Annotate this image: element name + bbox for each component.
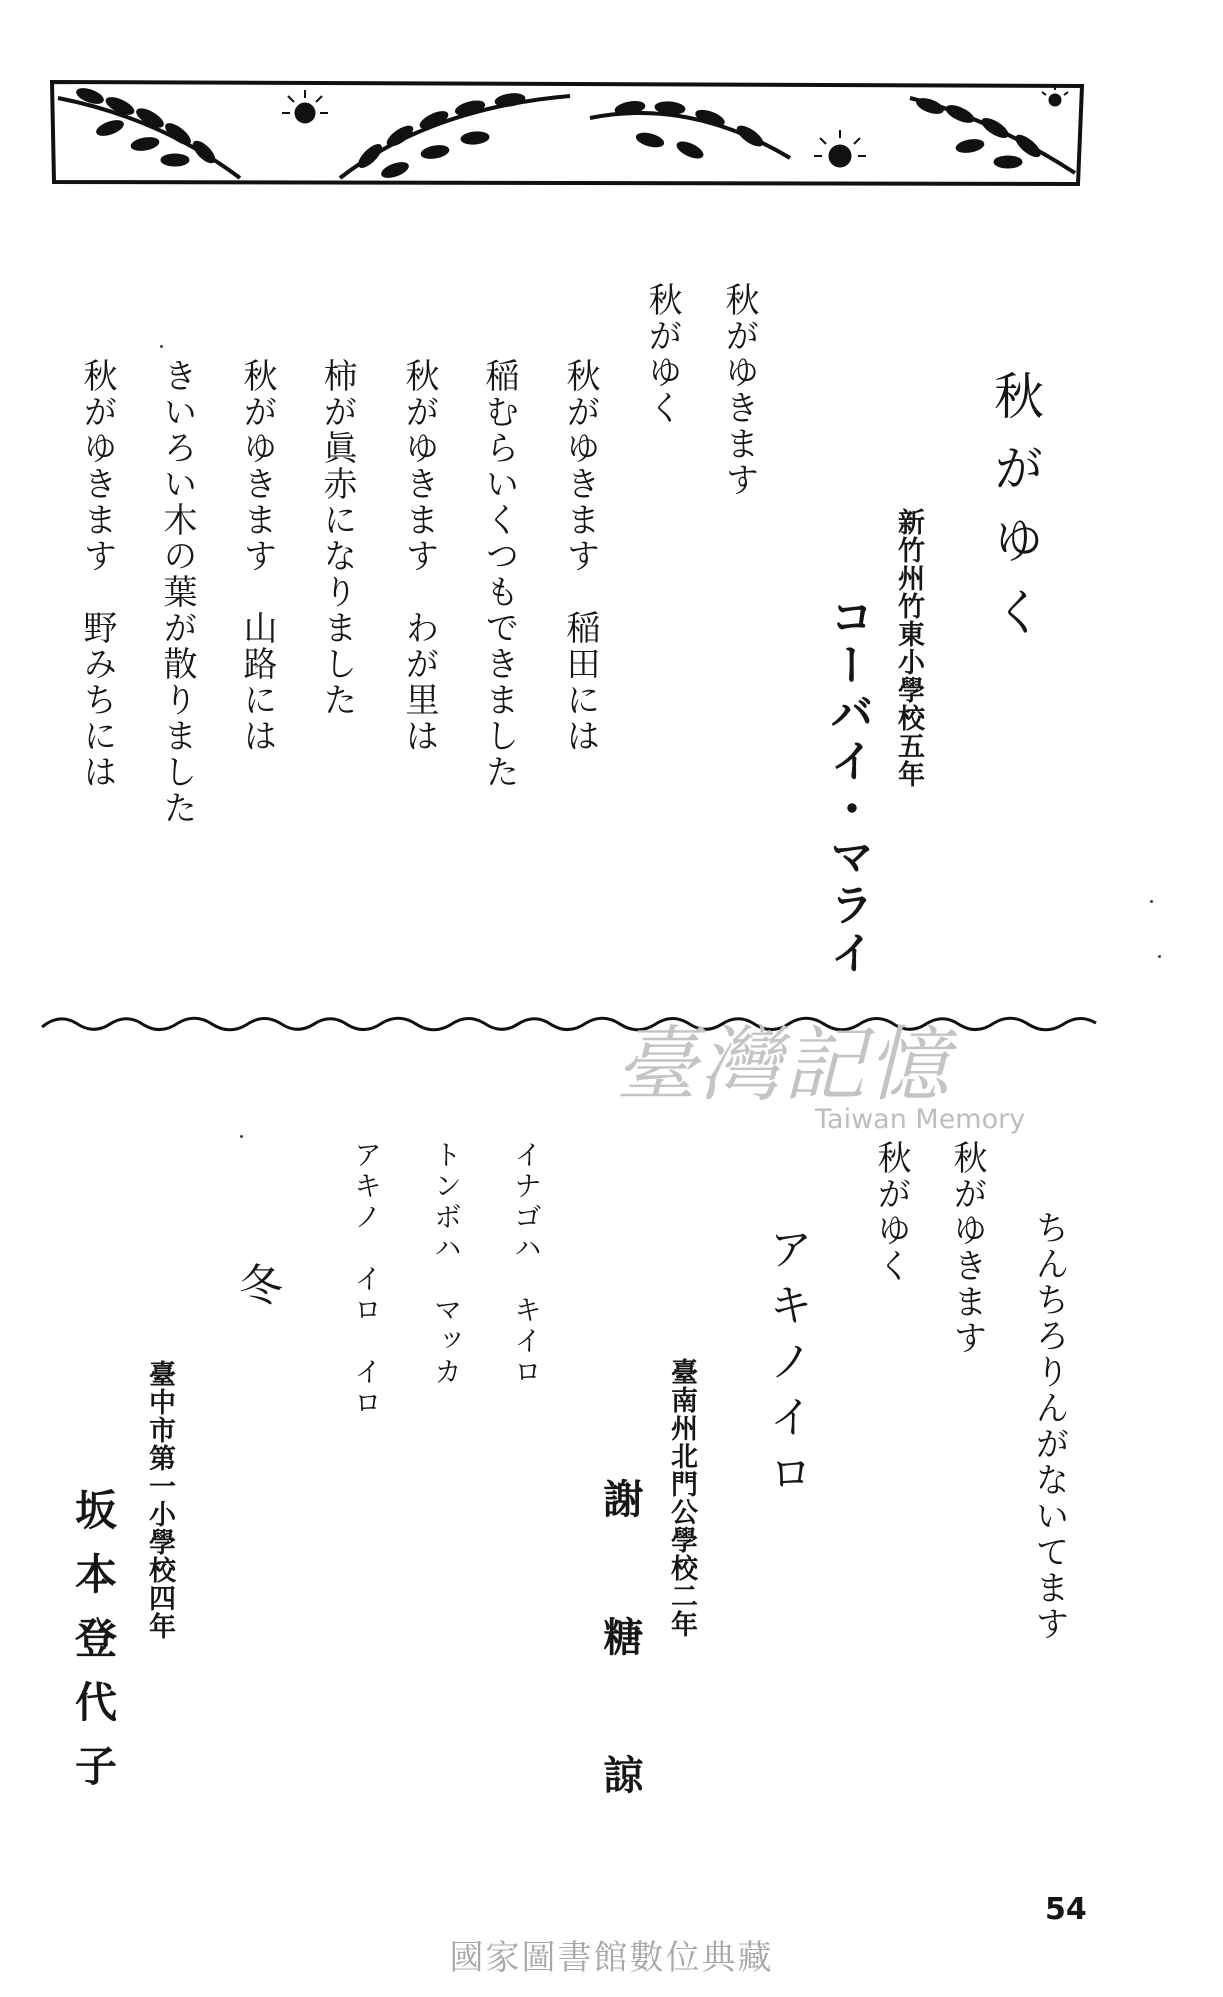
watermark-en: Taiwan Memory (815, 1104, 1026, 1135)
poem3-school: 臺中市第一小學校四年 (144, 1360, 175, 1640)
poem1-end-line-2: 秋がゆきます (947, 1140, 987, 1356)
poem2-line-1: イナゴハ キイロ (510, 1140, 543, 1388)
poem3-author: 坂本登代子 (69, 1488, 118, 1808)
poem2-line-3: アキノ イロ イロ (350, 1140, 383, 1419)
scan-speck (1158, 955, 1161, 958)
poem1-line-5: 秋がゆきます わが里は (399, 358, 439, 754)
poem3-title: 冬 (231, 1262, 282, 1322)
poem1-line-2: 秋がゆく (642, 282, 682, 426)
poem1-line-8: きいろい木の葉が散りました (157, 358, 197, 826)
poem1-end-line-1: ちんちろりんがないてます (1029, 1210, 1069, 1642)
poem1-line-1: 秋がゆきます (719, 282, 759, 498)
footer-archive-mark: 國家圖書館數位典藏 (449, 1938, 774, 1978)
poem2-author: 謝 糖 諒 (597, 1478, 643, 1800)
scan-speck (160, 345, 163, 348)
scan-speck (1150, 900, 1153, 903)
poem1-line-6: 柿が眞赤になりました (317, 358, 357, 718)
leaf-vine-banner-icon (50, 78, 1085, 190)
poem1-line-4: 稲むらいくつもできました (479, 358, 519, 790)
poem2-school: 臺南州北門公學校二年 (666, 1358, 697, 1638)
poem1-line-9: 秋がゆきます 野みちには (77, 358, 117, 790)
scan-speck (240, 1135, 243, 1138)
watermark-cjk: 臺灣記憶 (615, 1018, 951, 1113)
poem1-end-line-3: 秋がゆく (871, 1140, 911, 1284)
page-number: 54 (1045, 1892, 1087, 1927)
poem2-title: アキノイロ (761, 1226, 812, 1506)
poem1-line-7: 秋がゆきます 山路には (237, 358, 277, 754)
poem2-line-2: トンボハ マッカ (430, 1140, 463, 1388)
poem1-line-3: 秋がゆきます 稲田には (560, 358, 600, 754)
poem1-author: コーバイ・マライ (822, 594, 873, 978)
poem1-title: 秋がゆく (986, 370, 1044, 658)
poem1-school: 新竹州竹東小學校五年 (893, 508, 924, 788)
